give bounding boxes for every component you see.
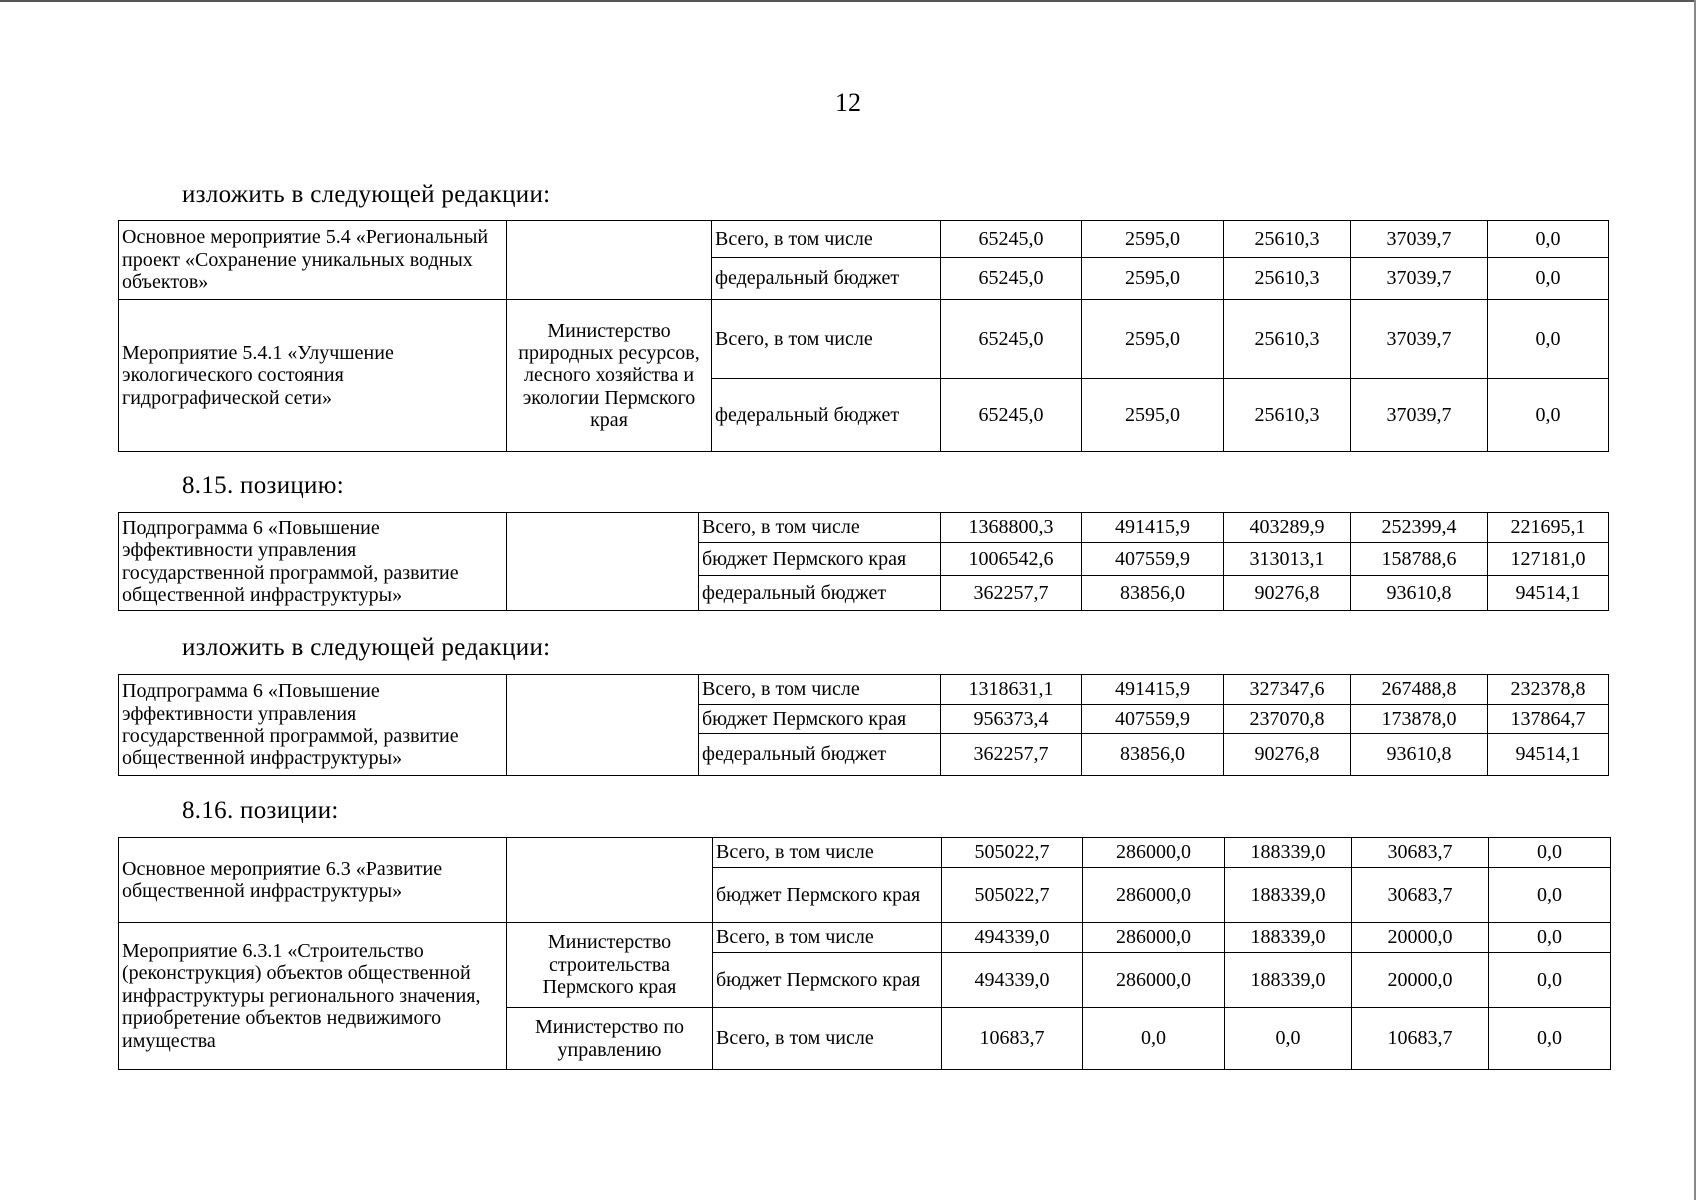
source-cell: Всего, в том числе (699, 513, 941, 543)
value-cell: 188339,0 (1225, 923, 1352, 953)
value-cell: 83856,0 (1082, 576, 1224, 611)
value-cell: 407559,9 (1082, 543, 1224, 576)
value-cell: 25610,3 (1224, 300, 1351, 379)
row-executor (507, 221, 712, 300)
value-cell: 65245,0 (941, 300, 1082, 379)
value-cell: 494339,0 (942, 923, 1083, 953)
table-row (119, 675, 1609, 705)
value-cell: 65245,0 (941, 379, 1082, 452)
row-executor: Министерство строительства Пермского края (507, 923, 713, 1008)
value-cell: 232378,8 (1488, 675, 1609, 705)
value-cell: 0,0 (1488, 221, 1609, 258)
heading-new-edition-1: изложить в следующей редакции: (182, 181, 551, 208)
value-cell: 252399,4 (1351, 513, 1488, 543)
table-row (119, 300, 1609, 379)
source-cell: бюджет Пермского края (713, 953, 942, 1008)
value-cell: 0,0 (1489, 838, 1611, 868)
value-cell: 158788,6 (1351, 543, 1488, 576)
row-name: Подпрограмма 6 «Повышение эффективности управления государственной программой, развитие общественной инфраструктуры» (119, 675, 507, 776)
value-cell: 0,0 (1488, 300, 1609, 379)
row-executor (507, 513, 699, 611)
value-cell: 20000,0 (1352, 953, 1489, 1008)
value-cell: 407559,9 (1082, 705, 1224, 734)
value-cell: 327347,6 (1224, 675, 1351, 705)
value-cell: 491415,9 (1082, 513, 1224, 543)
table-row (119, 221, 1609, 258)
table-row (119, 923, 1611, 953)
value-cell: 94514,1 (1488, 734, 1609, 776)
source-cell: Всего, в том числе (699, 675, 941, 705)
value-cell: 90276,8 (1224, 734, 1351, 776)
value-cell: 10683,7 (942, 1008, 1083, 1070)
value-cell: 0,0 (1489, 923, 1611, 953)
row-executor: Министерство по управлению (507, 1008, 713, 1070)
row-name: Подпрограмма 6 «Повышение эффективности управления государственной программой, развитие общественной инфраструктуры» (119, 513, 507, 611)
value-cell: 267488,8 (1351, 675, 1488, 705)
row-name: Основное мероприятие 5.4 «Региональный проект «Сохранение уникальных водных объектов» (119, 221, 507, 300)
scan-edge-top (0, 0, 1696, 2)
value-cell: 0,0 (1488, 379, 1609, 452)
value-cell: 188339,0 (1225, 953, 1352, 1008)
value-cell: 37039,7 (1351, 300, 1488, 379)
source-cell: федеральный бюджет (712, 258, 941, 300)
value-cell: 286000,0 (1083, 868, 1225, 923)
value-cell: 2595,0 (1082, 221, 1224, 258)
table-measure-5-4 (118, 220, 1609, 452)
value-cell: 83856,0 (1082, 734, 1224, 776)
source-cell: Всего, в том числе (712, 300, 941, 379)
value-cell: 30683,7 (1352, 868, 1489, 923)
table-subprogram-6-new (118, 674, 1609, 776)
value-cell: 286000,0 (1083, 953, 1225, 1008)
source-cell: бюджет Пермского края (699, 705, 941, 734)
value-cell: 0,0 (1489, 953, 1611, 1008)
value-cell: 188339,0 (1225, 838, 1352, 868)
heading-position-8-15: 8.15. позицию: (182, 472, 344, 499)
value-cell: 0,0 (1488, 258, 1609, 300)
value-cell: 137864,7 (1488, 705, 1609, 734)
value-cell: 494339,0 (942, 953, 1083, 1008)
value-cell: 505022,7 (942, 838, 1083, 868)
table-measure-6-3 (118, 837, 1611, 1070)
source-cell: федеральный бюджет (712, 379, 941, 452)
source-cell: Всего, в том числе (713, 838, 942, 868)
row-executor (507, 838, 713, 923)
heading-positions-8-16: 8.16. позиции: (182, 797, 339, 824)
row-name: Основное мероприятие 6.3 «Развитие общественной инфраструктуры» (119, 838, 507, 923)
source-cell: бюджет Пермского края (713, 868, 942, 923)
value-cell: 505022,7 (942, 868, 1083, 923)
value-cell: 0,0 (1489, 868, 1611, 923)
value-cell: 2595,0 (1082, 300, 1224, 379)
source-cell: Всего, в том числе (712, 221, 941, 258)
row-executor: Министерство природных ресурсов, лесного хозяйства и экологии Пермского края (507, 300, 712, 452)
row-name: Мероприятие 6.3.1 «Строительство (реконструкция) объектов общественной инфраструктуры регионального значения, приобретение объектов недвижимого имущества (119, 923, 507, 1070)
heading-new-edition-2: изложить в следующей редакции: (182, 634, 551, 661)
value-cell: 94514,1 (1488, 576, 1609, 611)
value-cell: 173878,0 (1351, 705, 1488, 734)
value-cell: 286000,0 (1083, 838, 1225, 868)
value-cell: 37039,7 (1351, 221, 1488, 258)
value-cell: 127181,0 (1488, 543, 1609, 576)
value-cell: 93610,8 (1351, 734, 1488, 776)
source-cell: федеральный бюджет (699, 734, 941, 776)
value-cell: 188339,0 (1225, 868, 1352, 923)
value-cell: 37039,7 (1351, 258, 1488, 300)
value-cell: 93610,8 (1351, 576, 1488, 611)
value-cell: 1318631,1 (941, 675, 1082, 705)
value-cell: 30683,7 (1352, 838, 1489, 868)
value-cell: 362257,7 (941, 576, 1082, 611)
value-cell: 0,0 (1225, 1008, 1352, 1070)
value-cell: 1006542,6 (941, 543, 1082, 576)
source-cell: Всего, в том числе (713, 1008, 942, 1070)
value-cell: 286000,0 (1083, 923, 1225, 953)
value-cell: 90276,8 (1224, 576, 1351, 611)
value-cell: 313013,1 (1224, 543, 1351, 576)
source-cell: Всего, в том числе (713, 923, 942, 953)
value-cell: 0,0 (1083, 1008, 1225, 1070)
value-cell: 1368800,3 (941, 513, 1082, 543)
value-cell: 491415,9 (1082, 675, 1224, 705)
value-cell: 237070,8 (1224, 705, 1351, 734)
value-cell: 2595,0 (1082, 379, 1224, 452)
table-row (119, 838, 1611, 868)
value-cell: 0,0 (1489, 1008, 1611, 1070)
value-cell: 10683,7 (1352, 1008, 1489, 1070)
value-cell: 65245,0 (941, 221, 1082, 258)
row-name: Мероприятие 5.4.1 «Улучшение экологического состояния гидрографической сети» (119, 300, 507, 452)
table-subprogram-6-old (118, 512, 1609, 611)
value-cell: 2595,0 (1082, 258, 1224, 300)
source-cell: федеральный бюджет (699, 576, 941, 611)
value-cell: 65245,0 (941, 258, 1082, 300)
row-executor (507, 675, 699, 776)
table-row (119, 513, 1609, 543)
source-cell: бюджет Пермского края (699, 543, 941, 576)
value-cell: 25610,3 (1224, 221, 1351, 258)
value-cell: 221695,1 (1488, 513, 1609, 543)
page-number: 12 (835, 88, 861, 117)
value-cell: 37039,7 (1351, 379, 1488, 452)
value-cell: 20000,0 (1352, 923, 1489, 953)
value-cell: 362257,7 (941, 734, 1082, 776)
value-cell: 403289,9 (1224, 513, 1351, 543)
value-cell: 25610,3 (1224, 379, 1351, 452)
value-cell: 956373,4 (941, 705, 1082, 734)
value-cell: 25610,3 (1224, 258, 1351, 300)
